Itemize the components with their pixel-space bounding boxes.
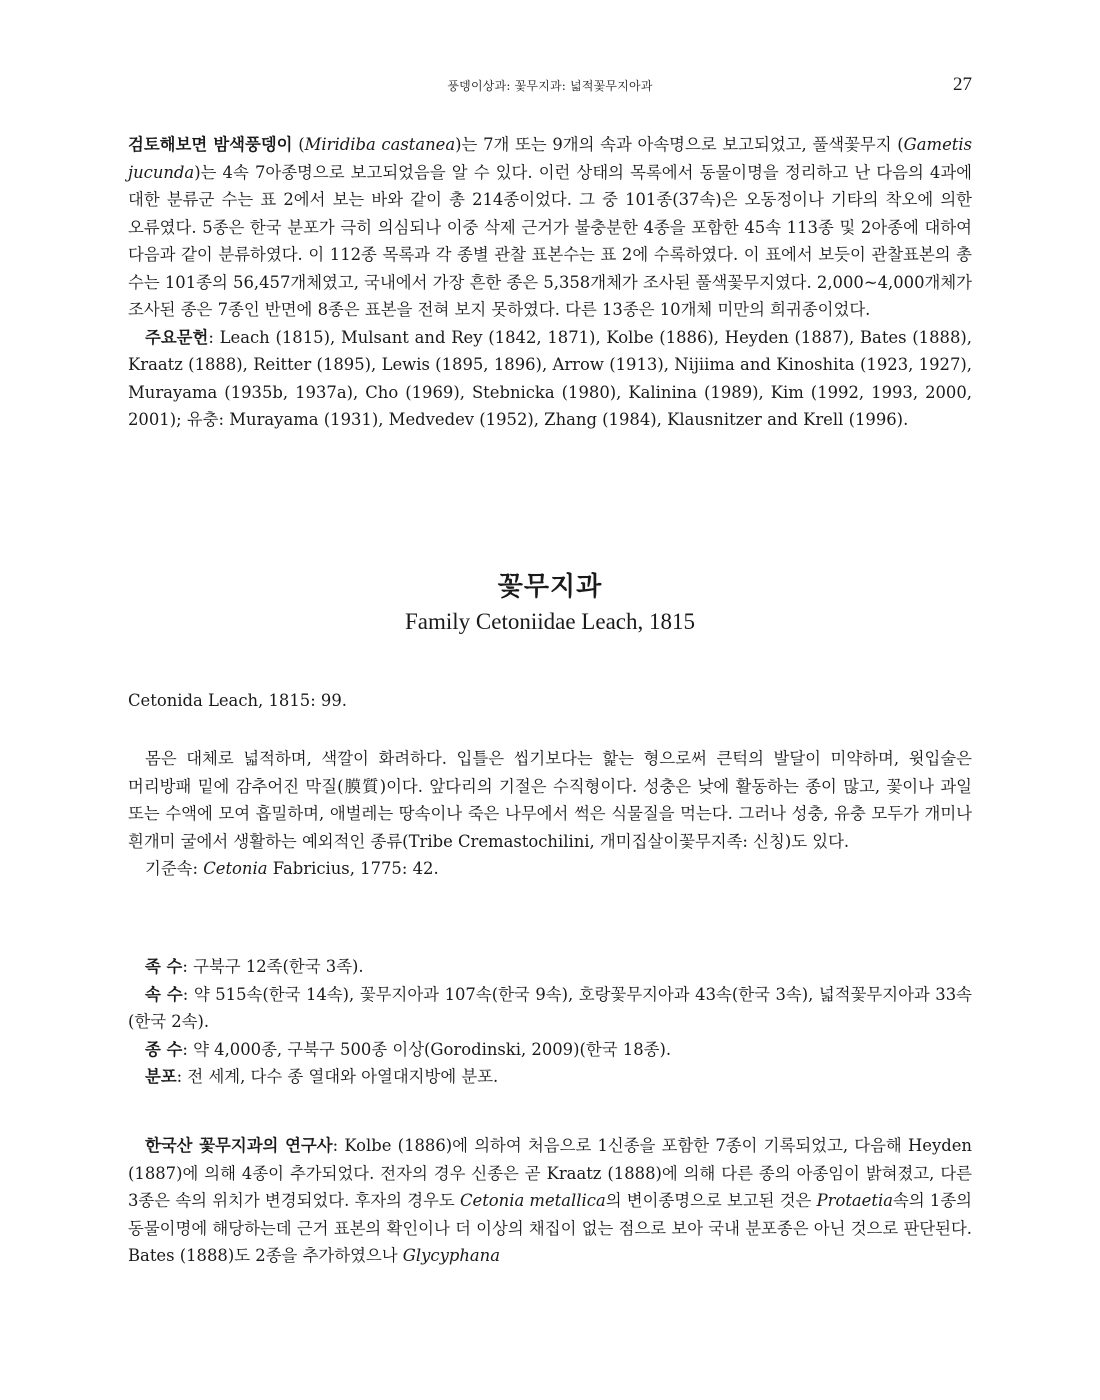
species-name: Miridiba castanea (304, 135, 456, 154)
description-section (128, 745, 972, 883)
species-name: Gametis jucunda (128, 135, 973, 182)
family-synonym: Cetonida Leach, 1815: 99. (128, 691, 347, 710)
intro-section (128, 131, 972, 434)
running-title: 풍뎅이상과: 꽃무지과: 넓적꽃무지아과 (447, 79, 653, 93)
history-section (128, 1132, 972, 1270)
history-label: 한국산 꽃무지과의 연구사 (145, 1136, 333, 1155)
intro-paragraph: 검토해보면 밤색풍뎅이 (Miridiba castanea)는 7개 또는 9개의 속과 아속명으로 보고되었고, 풀색꽃무지 (Gametis jucunda)는 4속 7아종명으로 보고되었음을 알 수 있다. 이런 상태의 목록에서 동물이명을 정리하고 난 다음의 4과에 대한 분류군 수는 표 2에서 보는 바와 같이 총 214종이었다. 그 중 101종(37속)은 오동정이나 기타의 착오에 의한 오류였다. 5종은 한국 분포가 극히 의심되나 이중 삭제 근거가 불충분한 4종을 포함한 45속 113종 및 2아종에 대하여 다음과 같이 분류하였다. 이 112종 목록과 각 종별 관찰 표본수는 표 2에 수록하였다. 이 표에서 보듯이 관찰표본의 총 수는 101종의 56,457개체였고, 국내에서 가장 흔한 종은 5,358개체가 조사된 풀색꽃무지였다. 2,000~4,000개체가 조사된 종은 7종인 반면에 8종은 표본을 전혀 보지 못하였다. 다른 13종은 10개체 미만의 희귀종이었다. (128, 135, 973, 319)
stats-section (128, 953, 972, 1091)
genera-count: 속 수: 약 515속(한국 14속), 꽃무지아과 107속(한국 9속), 호랑꽃무지아과 43속(한국 3속), 넓적꽃무지아과 33속(한국 2속). (128, 984, 972, 1031)
type-genus: 기준속: Cetonia Fabricius, 1775: 42. (145, 859, 439, 878)
references-text: : Leach (1815), Mulsant and Rey (1842, 1871), Kolbe (1886), Heyden (1887), Bates (1888), Kraatz (1888), Reitter (1895), Lewis (1895, 1896), Arrow (1913), Nijiima and Kinoshita (1923, 1927), Murayama (1935b, 1937a), Cho (1969), Stebnicka (1980), Kalinina (1989), Kim (1992, 1993, 2000, 2001); 유충: Murayama (1931), Medvedev (1952), Zhang (1984), Klausnitzer and Krell (1996). (128, 327, 972, 429)
page-header (0, 74, 1100, 100)
intro-lead: 검토해보면 밤색풍뎅이 (128, 135, 293, 154)
references-label: 주요문헌 (145, 327, 209, 347)
distribution: 분포: 전 세계, 다수 종 열대와 아열대지방에 분포. (145, 1067, 499, 1086)
references-paragraph (128, 324, 972, 434)
history-paragraph: 한국산 꽃무지과의 연구사: Kolbe (1886)에 의하여 처음으로 1신종을 포함한 7종이 기록되었고, 다음해 Heyden (1887)에 의해 4종이 추가되었다. 전자의 경우 신종은 곧 Kraatz (1888)에 의해 다른 종의 아종임이 밝혀졌고, 다른 3종은 속의 위치가 변경되었다. 후자의 경우도 Cetonia metallica의 변이종명으로 보고된 것은 Protaetia속의 1종의 동물이명에 해당하는데 근거 표본의 확인이나 더 이상의 채집이 없는 점으로 보아 국내 분포종은 아닌 것으로 판단된다. Bates (1888)도 2종을 추가하였으나 Glycyphana (128, 1136, 972, 1265)
genus-name: Protaetia (816, 1191, 893, 1210)
genus-name: Cetonia (203, 859, 268, 878)
family-title-latin: Family Cetoniidae Leach, 1815 (405, 609, 695, 634)
family-title-korean: 꽃무지과 (497, 572, 603, 602)
page-number: 27 (953, 74, 972, 95)
tribes-count: 족 수: 구북구 12족(한국 3족). (145, 957, 364, 976)
species-count: 종 수: 약 4,000종, 구북구 500종 이상(Gorodinski, 2009)(한국 18종). (145, 1039, 672, 1059)
description-paragraph: 몸은 대체로 넓적하며, 색깔이 화려하다. 입틀은 씹기보다는 핥는 형으로써 큰턱의 발달이 미약하며, 윗입술은 머리방패 밑에 감추어진 막질(膜質)이다. 앞다리의 기절은 수직형이다. 성충은 낮에 활동하는 종이 많고, 꽃이나 과일 또는 수액에 모여 흡밀하며, 애벌레는 땅속이나 죽은 나무에서 썩은 식물질을 먹는다. 그러나 성충, 유충 모두가 개미나 흰개미 굴에서 생활하는 예외적인 종류(Tribe Cremastochilini, 개미집살이꽃무지족: 신칭)도 있다. (128, 749, 972, 851)
species-name: Cetonia metallica (459, 1191, 606, 1210)
genus-name: Glycyphana (402, 1246, 500, 1265)
